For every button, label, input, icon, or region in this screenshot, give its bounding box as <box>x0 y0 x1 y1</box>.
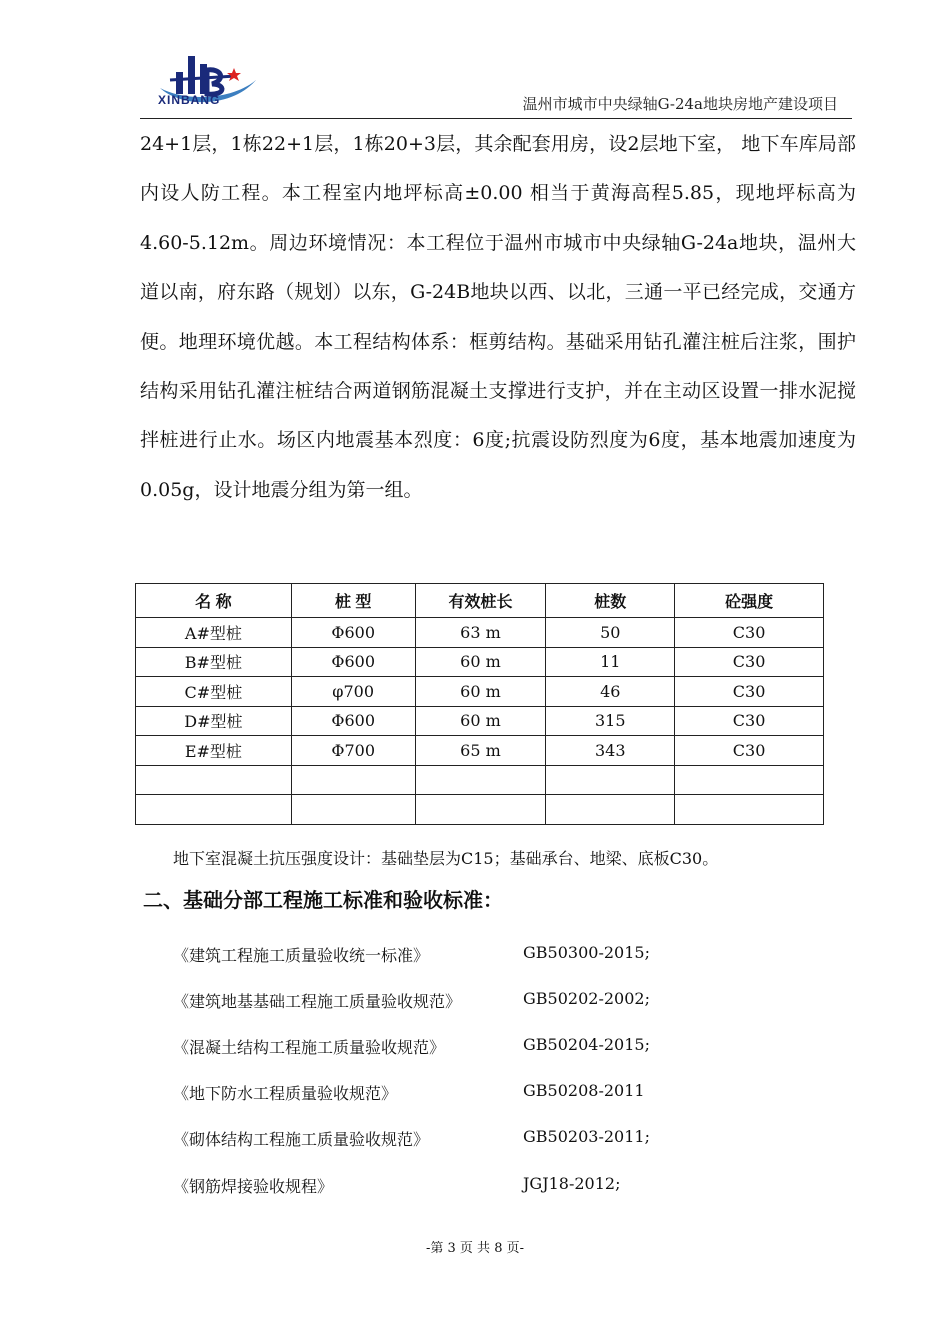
table-cell: 60 m <box>415 647 546 677</box>
standard-code: GB50300-2015; <box>523 943 650 962</box>
table-cell: 50 <box>546 618 675 648</box>
page-header <box>140 44 852 119</box>
table-cell: 65 m <box>415 736 546 766</box>
table-cell: Φ600 <box>291 647 415 677</box>
table-cell <box>675 795 824 825</box>
table-cell: A#型桩 <box>136 618 292 648</box>
standard-item <box>173 1127 773 1151</box>
table-cell: 63 m <box>415 618 546 648</box>
standard-code: GB50204-2015; <box>523 1035 650 1054</box>
column-header: 名 称 <box>136 584 292 618</box>
table-cell: C#型桩 <box>136 677 292 707</box>
table-cell: C30 <box>675 618 824 648</box>
standard-item <box>173 1035 773 1059</box>
standard-name: 《钢筋焊接验收规程》 <box>173 1177 334 1196</box>
section-heading: 二、基础分部工程施工标准和验收标准： <box>143 888 503 912</box>
table-row <box>136 647 824 677</box>
table-cell: 60 m <box>415 677 546 707</box>
standard-code: GB50202-2002; <box>523 989 650 1008</box>
table-cell: 46 <box>546 677 675 707</box>
table-cell <box>546 795 675 825</box>
table-cell: B#型桩 <box>136 647 292 677</box>
table-cell: φ700 <box>291 677 415 707</box>
table-row <box>136 706 824 736</box>
table-cell: C30 <box>675 706 824 736</box>
table-cell: 11 <box>546 647 675 677</box>
standard-code: GB50203-2011; <box>523 1127 650 1146</box>
table-cell: Φ700 <box>291 736 415 766</box>
table-cell: E#型桩 <box>136 736 292 766</box>
page-number: -第 3 页 共 8 页- <box>426 1241 524 1256</box>
table-cell: 315 <box>546 706 675 736</box>
standard-item <box>173 989 773 1013</box>
table-row <box>136 618 824 648</box>
table-header-row <box>136 584 824 618</box>
table-row-empty <box>136 795 824 825</box>
project-description: 24+1层，1栋22+1层，1栋20+3层，其余配套用房，设2层地下室， 地下车库局部内设人防工程。本工程室内地坪标高±0.00 相当于黄海高程5.85，现地坪标高为 4.60-5.12m。周边环境情况：本工程位于温州市城市中央绿轴G-24a地块，温州大道以南，府东路（规划）以东，G-24B地块以西、以北，三通一平已经完成，交通方便。地理环境优越。本工程结构体系：框剪结构。基础采用钻孔灌注桩后注浆，围护结构采用钻孔灌注桩结合两道钢筋混凝土支撑进行支护，并在主动区设置一排水泥搅拌桩进行止水。场区内地震基本烈度：6度;抗震设防烈度为6度，基本地震加速度为0.05g，设计地震分组为第一组。 <box>140 133 856 501</box>
table-cell: D#型桩 <box>136 706 292 736</box>
pile-table <box>135 583 824 825</box>
standard-name: 《混凝土结构工程施工质量验收规范》 <box>173 1038 446 1057</box>
table-cell <box>136 795 292 825</box>
table-row <box>136 677 824 707</box>
table-row <box>136 736 824 766</box>
table-cell <box>291 795 415 825</box>
standard-name: 《地下防水工程质量验收规范》 <box>173 1084 398 1103</box>
table-cell <box>136 765 292 795</box>
standard-item <box>173 1174 773 1198</box>
standard-item <box>173 943 773 967</box>
table-cell <box>415 765 546 795</box>
standard-name: 《建筑地基基础工程施工质量验收规范》 <box>173 992 462 1011</box>
table-cell <box>415 795 546 825</box>
standard-code: GB50208-2011 <box>523 1081 645 1100</box>
table-cell: 343 <box>546 736 675 766</box>
table-cell: C30 <box>675 647 824 677</box>
concrete-strength-note: 地下室混凝土抗压强度设计：基础垫层为C15；基础承台、地梁、底板C30。 <box>173 849 719 868</box>
column-header: 砼强度 <box>675 584 824 618</box>
column-header: 有效桩长 <box>415 584 546 618</box>
table-cell <box>546 765 675 795</box>
column-header: 桩数 <box>546 584 675 618</box>
table-cell: C30 <box>675 677 824 707</box>
standard-item <box>173 1081 773 1105</box>
standard-name: 《建筑工程施工质量验收统一标准》 <box>173 946 430 965</box>
header-title: 温州市城市中央绿轴G-24a地块房地产建设项目 <box>522 95 838 113</box>
table-cell: Φ600 <box>291 706 415 736</box>
column-header: 桩 型 <box>291 584 415 618</box>
standard-name: 《砌体结构工程施工质量验收规范》 <box>173 1130 430 1149</box>
table-cell: C30 <box>675 736 824 766</box>
table-row-empty <box>136 765 824 795</box>
standard-code: JGJ18-2012; <box>523 1174 621 1193</box>
table-cell <box>675 765 824 795</box>
table-cell: Φ600 <box>291 618 415 648</box>
table-cell: 60 m <box>415 706 546 736</box>
table-cell <box>291 765 415 795</box>
logo-text: XINBANG <box>158 93 221 107</box>
